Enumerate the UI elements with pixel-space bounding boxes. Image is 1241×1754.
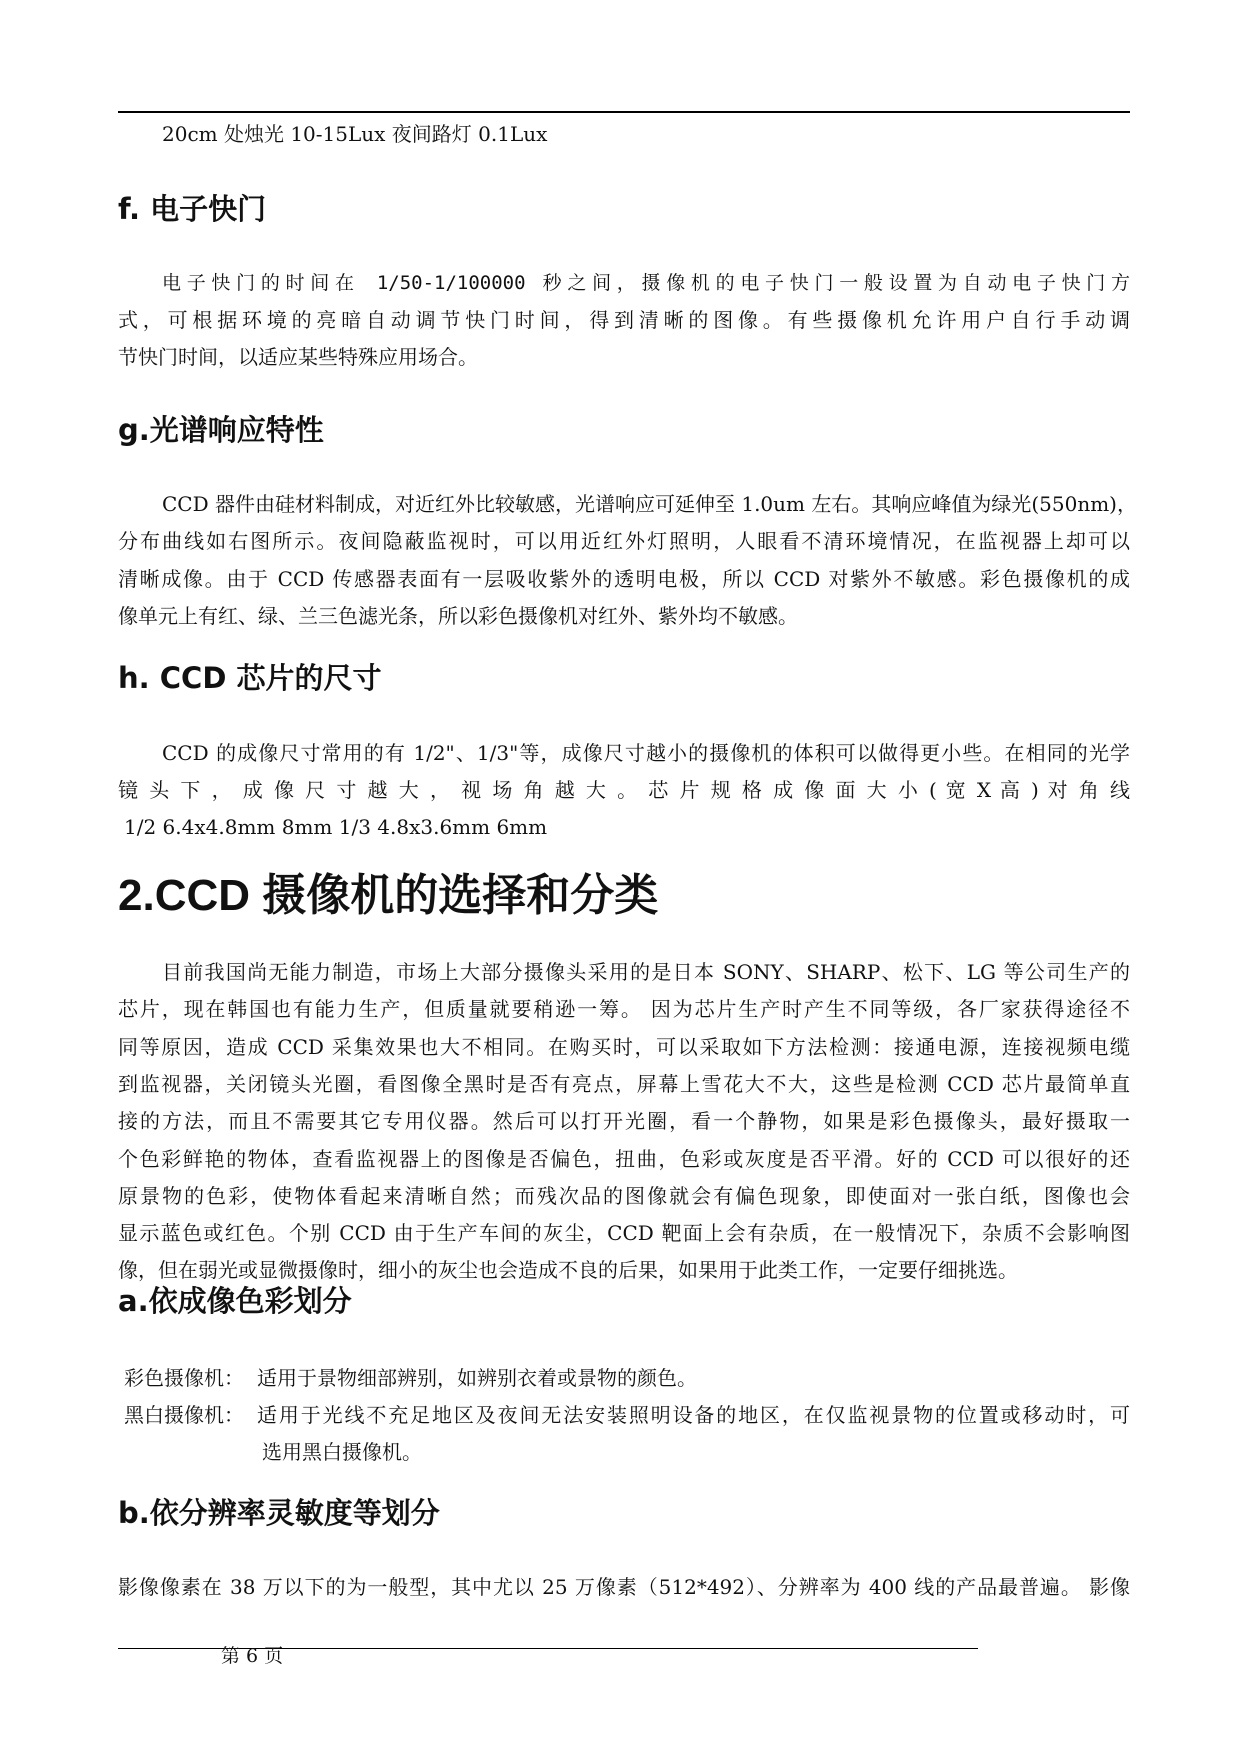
item-definition: 选用黑白摄像机。	[262, 1440, 422, 1464]
paragraph-line: 显示蓝色或红色。个别 CCD 由于生产车间的灰尘，CCD 靶面上会有杂质，在一般情况下，杂质不会影响图	[118, 1221, 1130, 1245]
paragraph-line: 清晰成像。由于 CCD 传感器表面有一层吸收紫外的透明电极，所以 CCD 对紫外不敏感。彩色摄像机的成	[118, 567, 1130, 591]
item-label: 黑白摄像机：	[124, 1403, 244, 1427]
heading-main: 2.CCD 摄像机的选择和分类	[118, 871, 659, 920]
paragraph-line: 1/2 6.4x4.8mm 8mm 1/3 4.8x3.6mm 6mm	[124, 815, 548, 839]
paragraph-line: 同等原因，造成 CCD 采集效果也大不相同。在购买时，可以采取如下方法检测：接通电源，连接视频电缆	[118, 1035, 1130, 1059]
heading-h: h. CCD 芯片的尺寸	[118, 661, 382, 695]
heading-b: b.依分辨率灵敏度等划分	[118, 1496, 440, 1530]
item-definition: 适用于景物细部辨别，如辨别衣着或景物的颜色。	[257, 1366, 697, 1390]
paragraph-line: 镜 头 下 ， 成 像 尺 寸 越 大 ， 视 场 角 越 大 。 芯 片 规 格 成 像 面 大 小 ( 宽 X 高 ) 对 角 线	[118, 778, 1130, 802]
item-definition: 适用于光线不充足地区及夜间无法安装照明设备的地区，在仅监视景物的位置或移动时，可	[257, 1403, 1130, 1427]
paragraph-line: 节快门时间，以适应某些特殊应用场合。	[118, 345, 478, 369]
paragraph-line: CCD 器件由硅材料制成，对近红外比较敏感，光谱响应可延伸至 1.0um 左右。其响应峰值为绿光(550nm)，	[162, 492, 1137, 516]
paragraph-line: 目前我国尚无能力制造，市场上大部分摄像头采用的是日本 SONY、SHARP、松下、LG 等公司生产的	[162, 960, 1130, 984]
paragraph-line: 像，但在弱光或显微摄像时，细小的灰尘也会造成不良的后果，如果用于此类工作，一定要仔细挑选。	[118, 1258, 1018, 1282]
page-number: 第 6 页	[221, 1645, 284, 1667]
paragraph-line: 个色彩鲜艳的物体，查看监视器上的图像是否偏色，扭曲，色彩或灰度是否平滑。好的 CCD 可以很好的还	[118, 1147, 1130, 1171]
item-label: 彩色摄像机：	[124, 1366, 244, 1390]
header-rule	[118, 111, 1130, 113]
header-line: 20cm 处烛光 10-15Lux 夜间路灯 0.1Lux	[162, 122, 548, 146]
paragraph-line: 接的方法，而且不需要其它专用仪器。然后可以打开光圈，看一个静物，如果是彩色摄像头，最好摄取一	[118, 1109, 1130, 1133]
heading-f: f. 电子快门	[118, 192, 267, 226]
paragraph-line: 像单元上有红、绿、兰三色滤光条，所以彩色摄像机对红外、紫外均不敏感。	[118, 604, 798, 628]
heading-a: a.依成像色彩划分	[118, 1284, 352, 1318]
paragraph-line: 到监视器，关闭镜头光圈，看图像全黑时是否有亮点，屏幕上雪花大不大，这些是检测 CCD 芯片最简单直	[118, 1072, 1130, 1096]
paragraph-line: 式，可根据环境的亮暗自动调节快门时间，得到清晰的图像。有些摄像机允许用户自行手动调	[118, 308, 1130, 332]
heading-g: g.光谱响应特性	[118, 413, 324, 447]
paragraph-line: 芯片，现在韩国也有能力生产，但质量就要稍逊一筹。 因为芯片生产时产生不同等级，各厂家获得途径不	[118, 997, 1130, 1021]
paragraph-line: 电子快门的时间在 1/50-1/100000 秒之间，摄像机的电子快门一般设置为自动电子快门方	[162, 272, 1130, 294]
paragraph-line: CCD 的成像尺寸常用的有 1/2"、1/3"等，成像尺寸越小的摄像机的体积可以做得更小些。在相同的光学	[162, 741, 1130, 765]
paragraph-line: 分布曲线如右图所示。夜间隐蔽监视时，可以用近红外灯照明，人眼看不清环境情况，在监视器上却可以	[118, 529, 1130, 553]
paragraph-line: 影像像素在 38 万以下的为一般型，其中尤以 25 万像素（512*492）、分辨率为 400 线的产品最普遍。 影像	[118, 1575, 1130, 1599]
paragraph-line: 原景物的色彩，使物体看起来清晰自然；而残次品的图像就会有偏色现象，即使面对一张白纸，图像也会	[118, 1184, 1130, 1208]
